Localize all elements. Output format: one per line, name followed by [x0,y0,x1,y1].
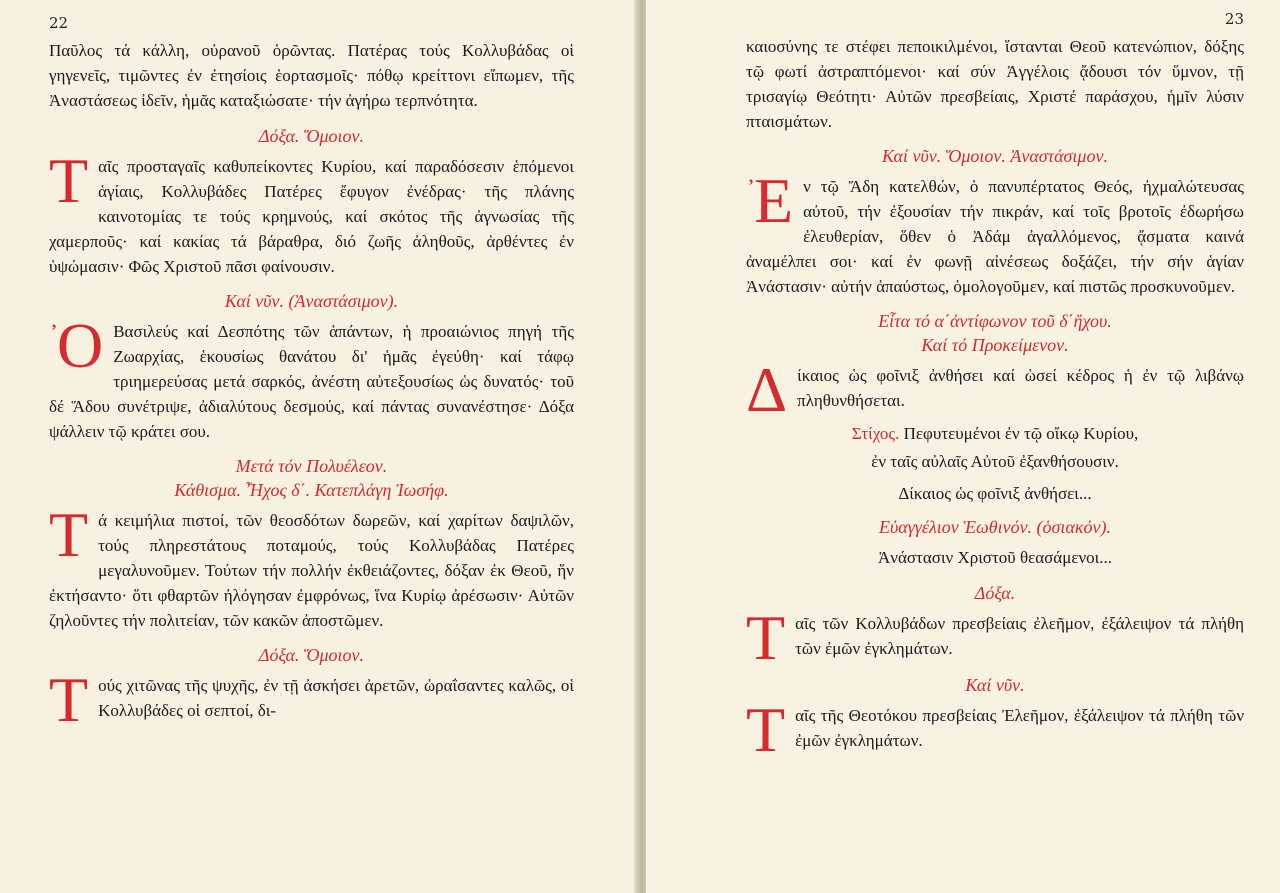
rubric-heading: Δόξα. Ὅμοιον. [258,126,365,146]
hymn-text: ν τῷ Ἅδη κατελθών, ὁ πανυπέρτατος Θεός, ἠχμαλώτευσας αὐτοῦ, τήν ἐξουσίαν τήν πικράν, καί τοῖς βροτοῖς ἐδωρήσω ἐλευθερίαν, ὅθεν ὁ Ἀδάμ ἀγαλλόμενος, ᾄσματα καινά ἀναμέλπει σοι· καί ἐν φωνῇ αἰνέσεως δοξάζει, τήν σήν ἁγίαν Ἀνάστασιν· αὐτήν ἀπαύστως, ὁμολογοῦμεν, καί πιστῶς προσκυνοῦμεν. [746,177,1244,296]
rubric-heading: Καί νῦν. (Ἀναστάσιμον). [224,291,399,311]
hymn-text: ούς χιτῶνας τῆς ψυχῆς, ἐν τῇ ἀσκήσει ἀρετῶν, ὡραΐσαντες καλῶς, οἱ Κολλυβάδες οἱ σεπτοί, δι- [98,676,574,720]
gospel-incipit: Ἀνάστασιν Χριστοῦ θεασάμενοι... [878,548,1112,567]
drop-cap-letter: Ε [754,165,794,236]
hymn-text: Βασιλεύς καί Δεσπότης τῶν ἁπάντων, ἡ προαιώνιος πηγή τῆς Ζωαρχίας, ἑκουσίως θανάτου δι' ἡμᾶς ἐγεύθη· καί τάφῳ τριημερεύσας μετά σαρκός, ἀνέστη αὐτεξουσίως ὡς δυνατός· τοῦ δέ Ἅδου συνέτριψε, ἀδιαλύτους δεσμούς, καί πάντας συνανέστησε· Δόξα ψάλλειν τῷ κράτει σου. [49,322,574,441]
intro-text-right: καιοσύνης τε στέφει πεποικιλμένοι, ἵστανται Θεοῦ κατενώπιον, δόξης τῷ φωτί ἀστραπτόμενοι· καί σύν Ἀγγέλοις ᾄδουσι τόν ὕμνον, τῇ τρισαγίῳ Θεότητι· Αὐτῶν πρεσβείαις, Χριστέ παράσχου, ἡμῖν λύσιν πταισμάτων. [746,37,1244,131]
left-page [0,0,638,893]
right-page [646,0,1280,893]
refrain: Δίκαιος ὡς φοῖνιξ ἀνθήσει... [898,484,1092,503]
hymn-block [746,694,1244,765]
hymn-text: αῖς προσταγαῖς καθυπείκοντες Κυρίου, καί παραδόσεσιν ἑπόμενοι ἁγίαις, Κολλυβάδες Πατέρες ἔφυγον ἐνέδρας· τῆς πλάνης καινοτομίας τε τούς κρημνούς, καί σκότος τῆς ἀγνωσίας τῆς χαμερποῦς· καί κακίας τά βάραθρα, διό ζωῆς ἀληθοῦς, ἀρθέντες ἐν ὑψώμασιν· Φῶς Χριστοῦ πᾶσι φαίνουσιν. [49,157,574,276]
hymn-block [746,165,1244,299]
hymn-block [746,602,1244,673]
stichos-line-2: ἐν ταῖς αὐλαῖς Αὐτοῦ ἐξανθήσουσιν. [871,452,1119,471]
hymn-block [49,145,574,279]
drop-cap: Τ [49,499,89,570]
rubric-heading: Κάθισμα. Ἦχος δ΄. Κατεπλάγη Ἰωσήφ. [174,480,449,500]
hymn-block [49,499,574,633]
stichos-label: Στίχος. [851,424,900,443]
breathing-mark: ᾿ [746,174,756,207]
drop-cap-letter: Ο [57,310,104,381]
drop-cap: Δ [746,354,788,425]
rubric-heading: Εἶτα τό α΄ἀντίφωνον τοῦ δ΄ἤχου. [878,311,1112,331]
hymn-text: αῖς τῆς Θεοτόκου πρεσβείαις Ἐλεῆμον, ἐξάλειψον τά πλήθη τῶν ἐμῶν ἐγκλημάτων. [795,706,1244,750]
intro-text-left: Παῦλος τά κάλλη, οὐρανοῦ ὁρῶντας. Πατέρας τούς Κολλυβάδας οἱ γηγενεῖς, τιμῶντες ἐν ἐτησίοις ἑορτασμοῖς· πόθῳ κρείττονι εἴπωμεν, τῆς Ἀναστάσεως ἰδεῖν, ἡμᾶς καταξιώσατε· τήν ἀγήρω τερπνότητα. [49,41,574,110]
hymn-block [49,664,574,735]
drop-cap: Τ [746,602,786,673]
page-number-right: 23 [1224,10,1244,28]
hymn-block [746,354,1244,425]
drop-cap [746,165,794,236]
breathing-mark: ᾿ [49,319,59,352]
hymn-block [49,310,574,444]
rubric-heading: Εὐαγγέλιον Ἑωθινόν. (ὁσιακόν). [879,517,1111,537]
rubric-heading: Καί τό Προκείμενον. [921,335,1069,355]
drop-cap [49,310,104,381]
rubric-heading: Καί νῦν. [965,675,1025,695]
drop-cap: Τ [49,145,89,216]
hymn-text: ίκαιος ὡς φοῖνιξ ἀνθήσει καί ὡσεί κέδρος ἡ ἐν τῷ λιβάνῳ πληθυνθήσεται. [797,366,1244,410]
rubric-heading: Μετά τόν Πολυέλεον. [235,456,388,476]
drop-cap: Τ [49,664,89,735]
rubric-heading: Δόξα. [974,583,1016,603]
stichos-text: Πεφυτευμένοι ἐν τῷ οἴκῳ Κυρίου, [903,424,1139,443]
rubric-heading: Καί νῦν. Ὅμοιον. Ἀναστάσιμον. [882,146,1108,166]
drop-cap: Τ [746,694,786,765]
rubric-heading: Δόξα. Ὅμοιον. [258,645,365,665]
page-number-left: 22 [49,14,69,32]
hymn-text: ά κειμήλια πιστοί, τῶν θεοσδότων δωρεῶν, καί χαρίτων δαψιλῶν, τούς πληρεστάτους ποταμούς, τούς Κολλυβάδας Πατέρες μεγαλυνοῦμεν. Τούτων τήν πολλήν ἐκθειάζοντες, δόξαν ἐκ Θεοῦ, ἥν ἐκτήσαντο· ὅτι φθαρτῶν ἠλόγησαν ἐμφρόνως, ἵνα Κυρίῳ ἀρέσωσιν· Αὐτῶν ζηλοῦντες τήν πολιτείαν, τῶν κακῶν ἀποστῶμεν. [49,511,574,630]
hymn-text: αῖς τῶν Κολλυβάδων πρεσβείαις ἐλεῆμον, ἐξάλειψον τά πλήθη τῶν ἐμῶν ἐγκλημάτων. [795,614,1244,658]
stichos-line [746,421,1244,447]
